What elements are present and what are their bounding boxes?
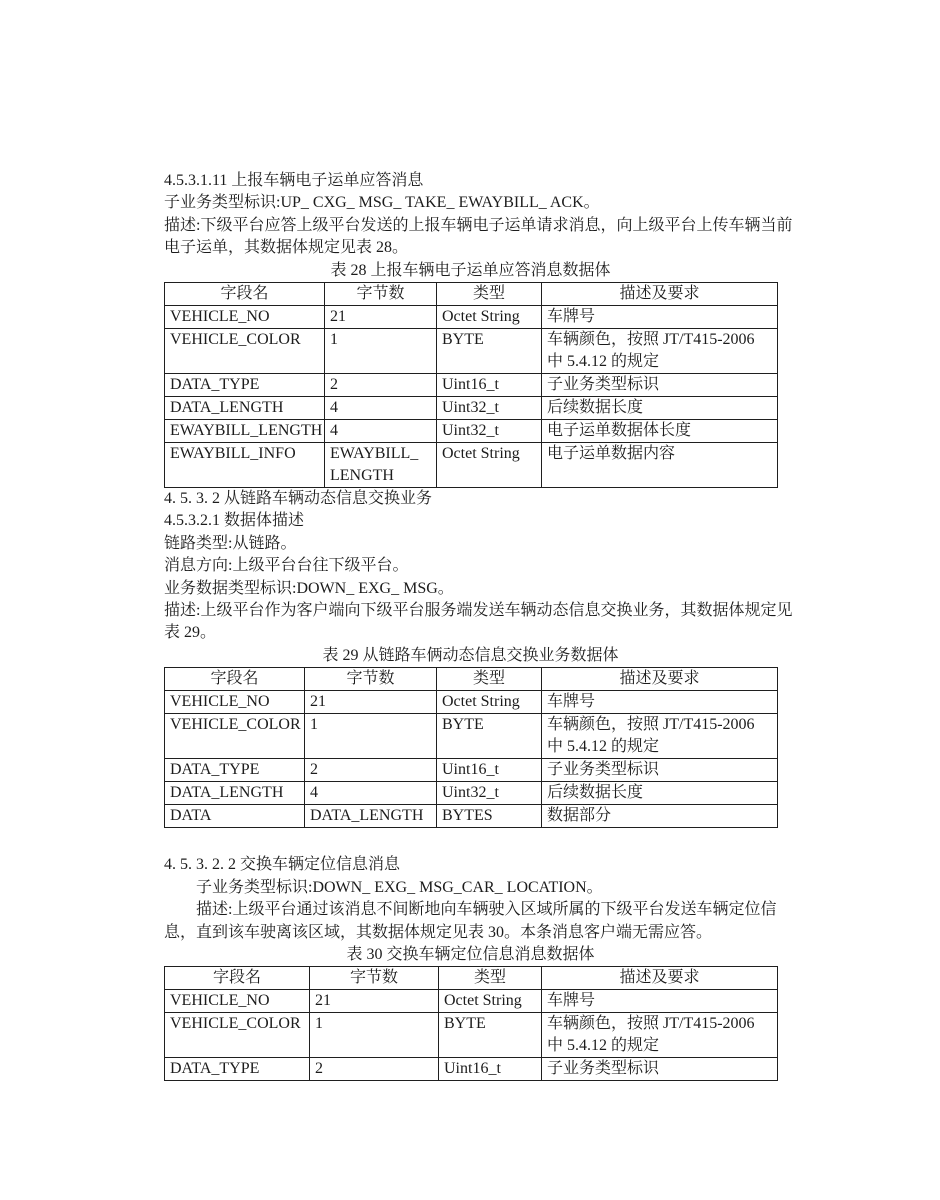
table-caption-29: 表 29 从链路车俩动态信息交换业务数据体 — [322, 646, 619, 664]
column-header-desc: 描述及要求 — [542, 283, 778, 306]
column-header-type: 类型 — [437, 283, 542, 306]
table-row — [165, 805, 778, 828]
table-cell: 2 — [305, 759, 437, 782]
table-cell: DATA — [165, 805, 305, 828]
table-row — [165, 397, 778, 420]
table-row — [165, 443, 778, 488]
table-row — [165, 759, 778, 782]
table-cell: 电子运单数据体长度 — [542, 420, 778, 443]
table-cell: 1 — [305, 714, 437, 759]
table-row — [165, 374, 778, 397]
table-header-row — [165, 668, 778, 691]
subtype-id-line: 子业务类型标识:UP_ CXG_ MSG_ TAKE_ EWAYBILL_ ACK。 — [164, 194, 600, 212]
section-heading-4-5-3-1-11: 4.5.3.1.11 上报车辆电子运单应答消息 — [164, 172, 424, 189]
column-header-bytes: 字节数 — [305, 668, 437, 691]
table-cell: Uint32_t — [437, 420, 542, 443]
table-cell: 子业务类型标识 — [542, 374, 778, 397]
table-row — [165, 782, 778, 805]
table-cell: BYTE — [437, 714, 542, 759]
table-cell: 电子运单数据内容 — [542, 443, 778, 488]
description-line: 息，直到该车驶离该区域，其数据体规定见表 30。本条消息客户端无需应答。 — [164, 923, 713, 941]
table-cell: 4 — [305, 782, 437, 805]
table-cell: VEHICLE_COLOR — [165, 1013, 310, 1058]
column-header-desc: 描述及要求 — [542, 668, 778, 691]
table-cell: EWAYBILL_ LENGTH — [325, 443, 437, 488]
table-cell: 21 — [325, 306, 437, 329]
table-cell: 21 — [310, 990, 439, 1013]
column-header-type: 类型 — [439, 967, 542, 990]
section-heading-4-5-3-2: 4. 5. 3. 2 从链路车辆动态信息交换业务 — [164, 490, 433, 508]
table-header-row — [165, 967, 778, 990]
table-cell: 2 — [310, 1058, 439, 1081]
table-cell: BYTE — [437, 329, 542, 374]
page-content — [164, 170, 793, 1081]
table-cell: Uint16_t — [437, 374, 542, 397]
table-row — [165, 990, 778, 1013]
table-cell: 1 — [310, 1013, 439, 1058]
table-cell: DATA_TYPE — [165, 374, 325, 397]
table-cell: Uint32_t — [437, 397, 542, 420]
table-caption-28: 表 28 上报车辆电子运单应答消息数据体 — [330, 261, 611, 279]
table-cell: Octet String — [437, 306, 542, 329]
table-cell: 1 — [325, 329, 437, 374]
column-header-field: 字段名 — [165, 283, 325, 306]
table-row — [165, 329, 778, 374]
description-line: 表 29。 — [164, 624, 217, 642]
section-heading-4-5-3-2-1: 4.5.3.2.1 数据体描述 — [164, 512, 305, 530]
table-row — [165, 420, 778, 443]
table-cell: DATA_TYPE — [165, 759, 305, 782]
table-cell: DATA_TYPE — [165, 1058, 310, 1081]
table-cell: 数据部分 — [542, 805, 778, 828]
table-cell: EWAYBILL_LENGTH — [165, 420, 325, 443]
table-cell: Octet String — [437, 443, 542, 488]
table-cell: EWAYBILL_INFO — [165, 443, 325, 488]
column-header-field: 字段名 — [165, 668, 305, 691]
table-cell: Uint32_t — [437, 782, 542, 805]
table-cell: DATA_LENGTH — [165, 397, 325, 420]
table-cell: VEHICLE_NO — [165, 691, 305, 714]
table-cell: 车牌号 — [542, 691, 778, 714]
table-cell: Octet String — [437, 691, 542, 714]
table-cell: VEHICLE_NO — [165, 306, 325, 329]
table-cell: 2 — [325, 374, 437, 397]
table-cell: BYTES — [437, 805, 542, 828]
table-cell: VEHICLE_COLOR — [165, 714, 305, 759]
column-header-desc: 描述及要求 — [542, 967, 778, 990]
table-caption-30: 表 30 交换车辆定位信息消息数据体 — [346, 945, 595, 963]
table-cell: VEHICLE_COLOR — [165, 329, 325, 374]
description-line: 电子运单，其数据体规定见表 28。 — [164, 239, 409, 257]
table-cell: 4 — [325, 420, 437, 443]
column-header-type: 类型 — [437, 668, 542, 691]
table-cell: DATA_LENGTH — [165, 782, 305, 805]
data-table-30 — [164, 966, 778, 1081]
table-cell: Uint16_t — [439, 1058, 542, 1081]
link-type-line: 链路类型:从链路。 — [164, 534, 297, 552]
table-cell: 4 — [325, 397, 437, 420]
table-row — [165, 691, 778, 714]
column-header-bytes: 字节数 — [310, 967, 439, 990]
business-type-id-line: 业务数据类型标识:DOWN_ EXG_ MSG。 — [164, 579, 454, 597]
table-cell: 车辆颜色，按照 JT/T415-2006 中 5.4.12 的规定 — [542, 329, 778, 374]
table-cell: 21 — [305, 691, 437, 714]
data-table-29 — [164, 667, 778, 828]
table-cell: VEHICLE_NO — [165, 990, 310, 1013]
description-line: 描述:下级平台应答上级平台发送的上报车辆电子运单请求消息，向上级平台上传车辆当前 — [164, 216, 793, 234]
table-cell: 后续数据长度 — [542, 397, 778, 420]
table-cell: DATA_LENGTH — [305, 805, 437, 828]
table-row — [165, 306, 778, 329]
table-cell: Uint16_t — [437, 759, 542, 782]
table-cell: 子业务类型标识 — [542, 1058, 778, 1081]
column-header-field: 字段名 — [165, 967, 310, 990]
table-cell: 车辆颜色，按照 JT/T415-2006 中 5.4.12 的规定 — [542, 1013, 778, 1058]
table-cell: 后续数据长度 — [542, 782, 778, 805]
table-row — [165, 1013, 778, 1058]
message-direction-line: 消息方向:上级平台台往下级平台。 — [164, 557, 409, 575]
description-line: 描述:上级平台通过该消息不间断地向车辆驶入区域所属的下级平台发送车辆定位信 — [196, 901, 777, 919]
table-cell: 车牌号 — [542, 306, 778, 329]
table-header-row — [165, 283, 778, 306]
table-cell: 车牌号 — [542, 990, 778, 1013]
column-header-bytes: 字节数 — [325, 283, 437, 306]
table-row — [165, 714, 778, 759]
table-cell: 子业务类型标识 — [542, 759, 778, 782]
table-cell: BYTE — [439, 1013, 542, 1058]
subtype-id-line: 子业务类型标识:DOWN_ EXG_ MSG_CAR_ LOCATION。 — [196, 878, 603, 896]
description-line: 描述:上级平台作为客户端向下级平台服务端发送车辆动态信息交换业务，其数据体规定见 — [164, 602, 793, 620]
data-table-28 — [164, 282, 778, 488]
section-heading-4-5-3-2-2: 4. 5. 3. 2. 2 交换车辆定位信息消息 — [164, 856, 401, 874]
table-cell: Octet String — [439, 990, 542, 1013]
table-row — [165, 1058, 778, 1081]
table-cell: 车辆颜色，按照 JT/T415-2006 中 5.4.12 的规定 — [542, 714, 778, 759]
